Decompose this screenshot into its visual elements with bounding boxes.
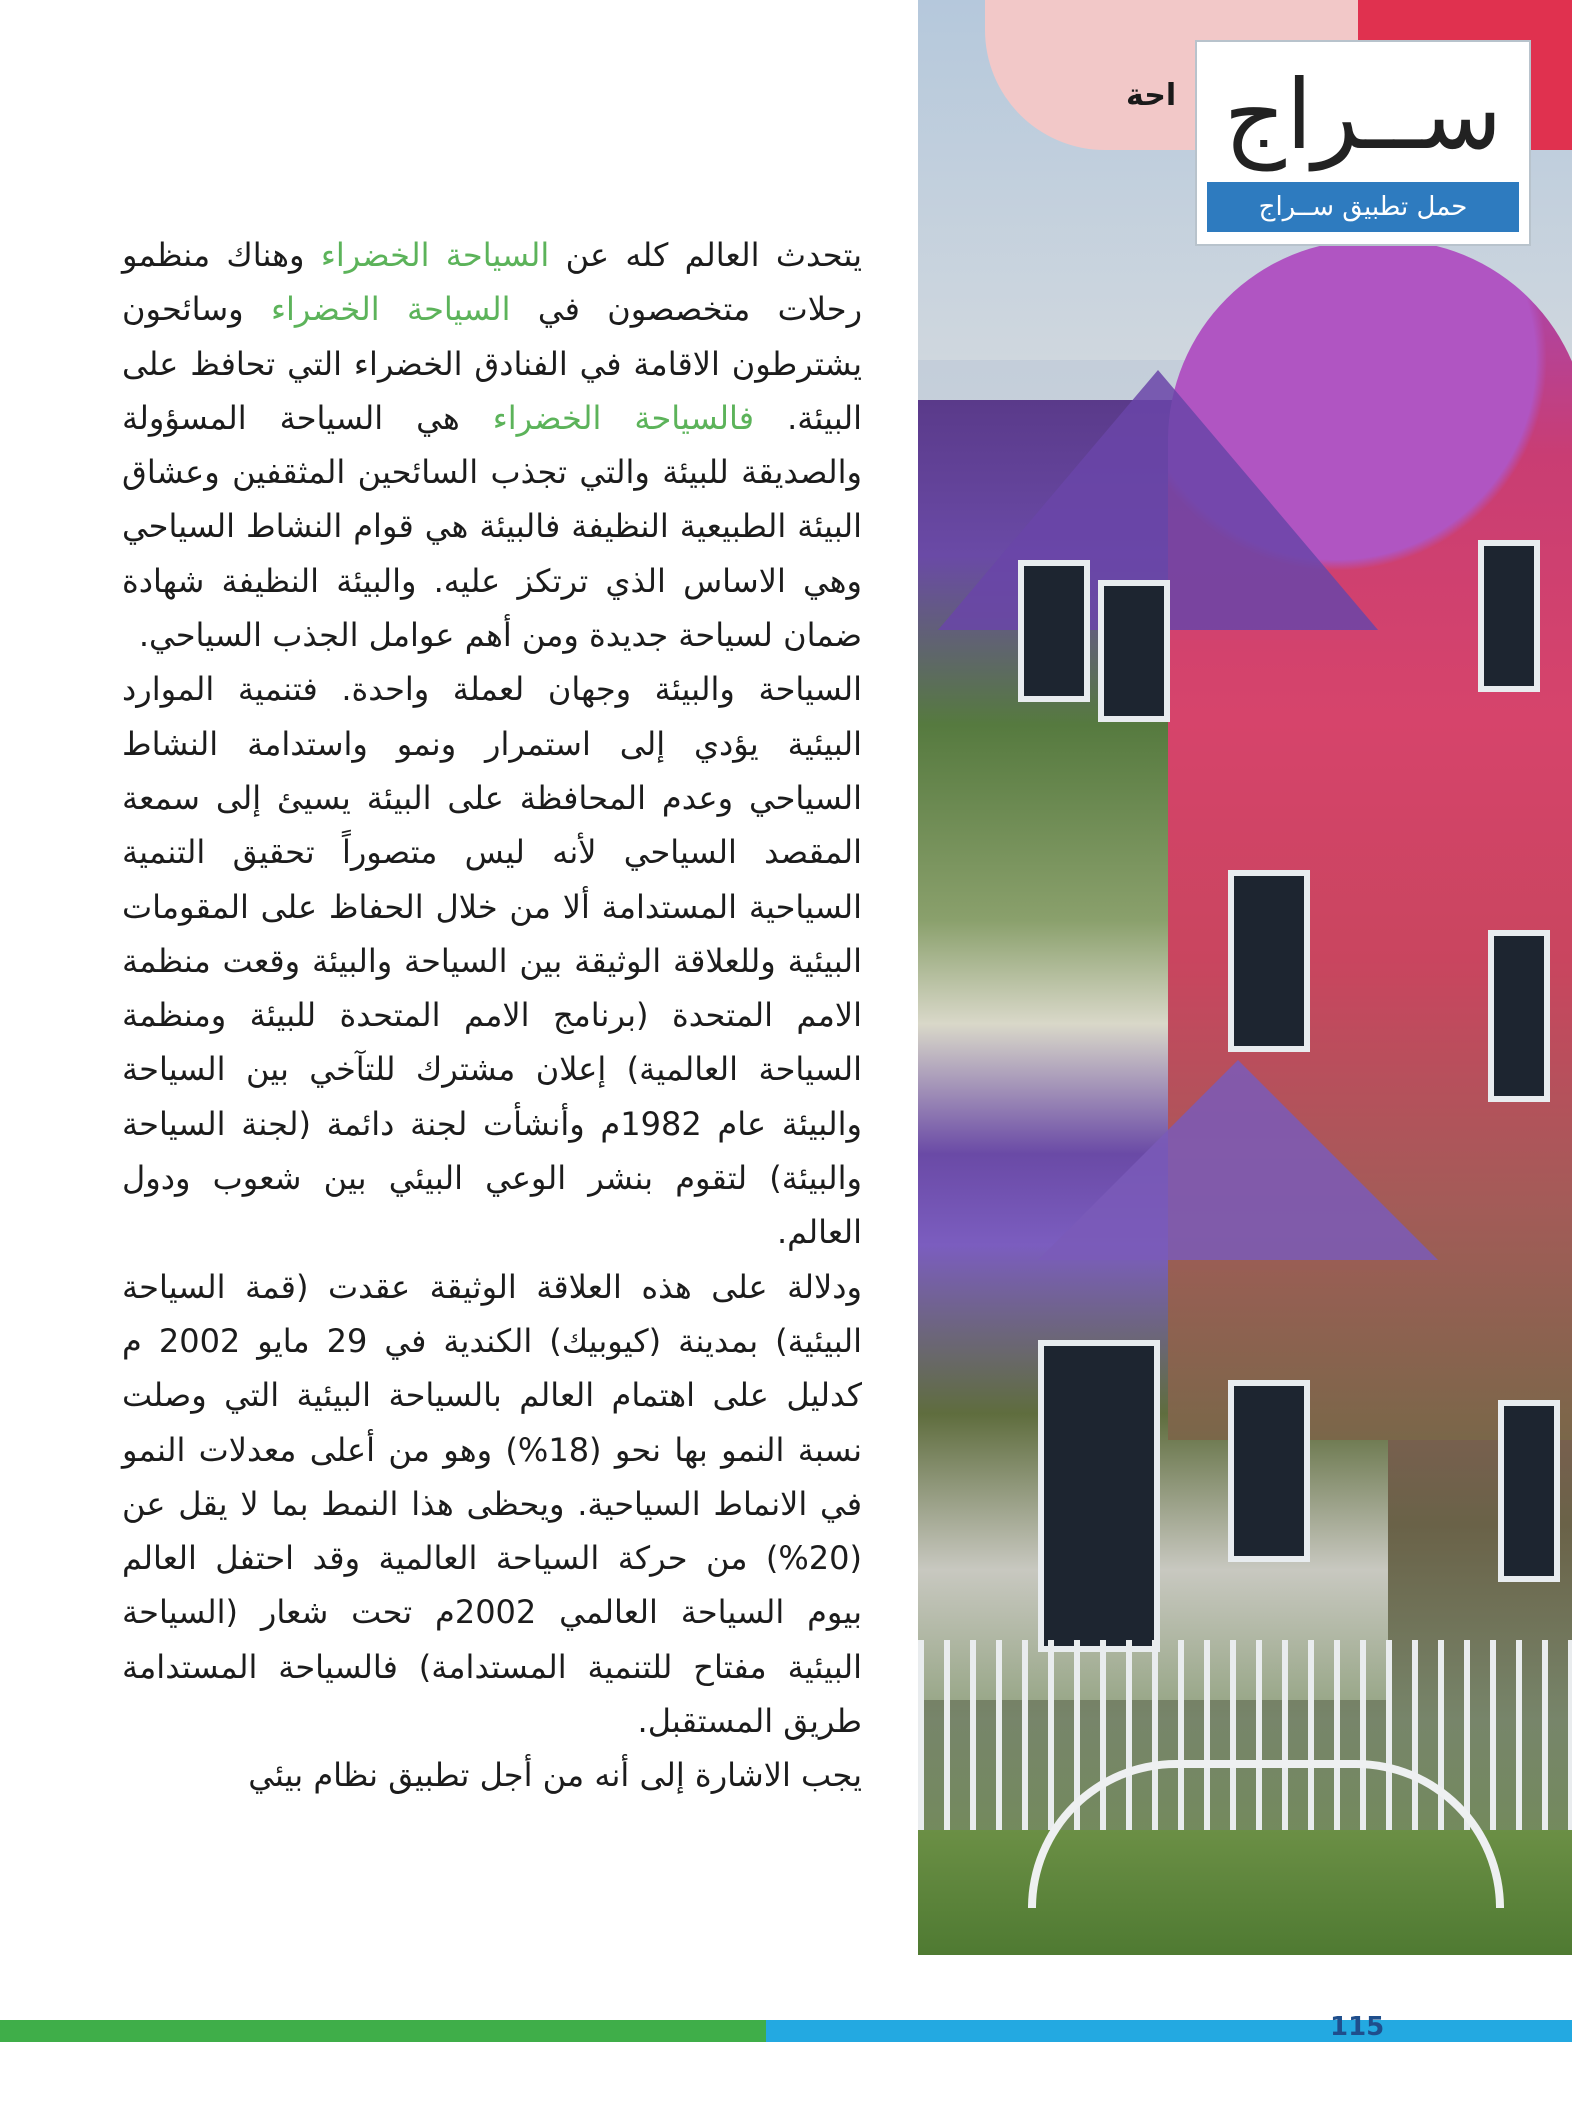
- window: [1498, 1400, 1560, 1582]
- highlight-green-tourism: فالسياحة الخضراء: [492, 398, 755, 437]
- window: [1018, 560, 1090, 702]
- footer-bar-blue: [766, 2020, 1572, 2042]
- page-header-fragment: احة: [1126, 78, 1177, 113]
- text-run: وسائحون يشترطون الاقامة في الفنادق الخضراء التي تحافظ على البيئة.: [122, 290, 862, 437]
- roof-gable-lower: [1038, 1060, 1438, 1260]
- article-body: [122, 228, 862, 1803]
- window: [1038, 1340, 1160, 1652]
- footer-bar-green: [0, 2020, 766, 2042]
- logo-title: ســراج: [1223, 59, 1503, 171]
- paragraph-1: [122, 228, 862, 662]
- text-run: هي السياحة المسؤولة والصديقة للبيئة والتي تجذب السائحين المثقفين وعشاق البيئة الطبيعية النظيفة فالبيئة هي قوام النشاط السياحي وهي الاساس الذي ترتكز عليه. والبيئة النظيفة شهادة ضمان لسياحة جديدة ومن أهم عوامل الجذب السياحي.: [122, 398, 862, 655]
- window: [1098, 580, 1170, 722]
- page-number: 115: [1330, 2012, 1385, 2042]
- highlight-green-tourism: السياحة الخضراء: [270, 290, 511, 329]
- paragraph-4: يجب الاشارة إلى أنه من أجل تطبيق نظام بيئي: [248, 1756, 862, 1795]
- paragraph-3: ودلالة على هذه العلاقة الوثيقة عقدت (قمة السياحة البيئية) بمدينة (كيوبيك) الكندية في 29 مايو 2002 م كدليل على اهتمام العالم بالسياحة البيئية التي وصلت نسبة النمو بها نحو (18%) وهو من أعلى معدلات النمو في الانماط السياحية. ويحظى هذا النمط بما لا يقل عن (20%) من حركة السياحة العالمية وقد احتفل العالم بيوم السياحة العالمي 2002م تحت شعار (السياحة البيئية مفتاح للتنمية المستدامة) فالسياحة المستدامة طريق المستقبل.: [122, 1267, 863, 1741]
- logo-tagline: حمل تطبيق ســراج: [1207, 182, 1519, 232]
- paragraph-2: السياحة والبيئة وجهان لعملة واحدة. فتنمية الموارد البيئية يؤدي إلى استمرار ونمو واستدامة النشاط السياحي وعدم المحافظة على البيئة يسيئ إلى سمعة المقصد السياحي لأنه ليس متصوراً تحقيق التنمية السياحية المستدامة ألا من خلال الحفاظ على المقومات البيئية وللعلاقة الوثيقة بين السياحة والبيئة وقعت منظمة الامم المتحدة (برنامج الامم المتحدة للبيئة ومنظمة السياحة العالمية) إعلان مشترك للتآخي بين السياحة والبيئة عام 1982م وأنشأت لجنة دائمة (لجنة السياحة والبيئة) لتقوم بنشر الوعي البيئي بين شعوب ودول العالم.: [122, 670, 863, 1252]
- text-run: وهناك منظمو رحلات متخصصون في: [122, 236, 863, 329]
- highlight-green-tourism: السياحة الخضراء: [320, 236, 550, 274]
- window: [1478, 540, 1540, 692]
- text-run: يتحدث العالم كله عن: [549, 236, 862, 274]
- bridge-arch: [1028, 1760, 1504, 1908]
- window: [1228, 870, 1310, 1052]
- siraj-logo: [1195, 40, 1531, 246]
- window: [1228, 1380, 1310, 1562]
- window: [1488, 930, 1550, 1102]
- flower-house-photo: [918, 0, 1572, 1955]
